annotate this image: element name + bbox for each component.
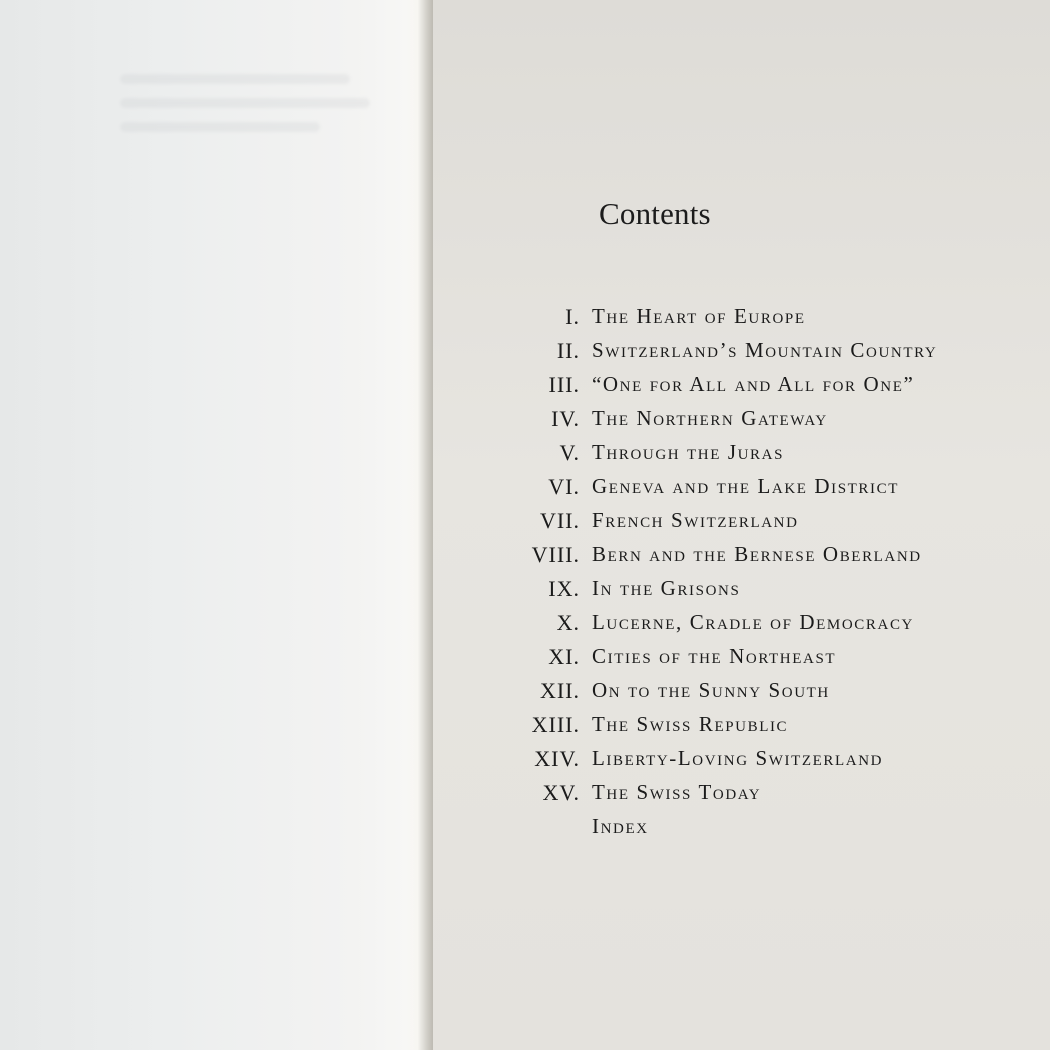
chapter-number: VIII. [531,542,580,567]
chapter-title: The Swiss Today [592,780,762,804]
toc-entry [0,436,1050,468]
toc-entry [0,368,1050,400]
chapter-title: In the Grisons [592,576,741,600]
chapter-title: French Switzerland [592,508,799,532]
toc-entry [0,572,1050,604]
toc-entry [0,470,1050,502]
chapter-number: VII. [539,508,580,533]
chapter-number: III. [548,372,580,397]
chapter-number: II. [556,338,580,363]
toc-entry [0,640,1050,672]
toc-entry [0,402,1050,434]
chapter-title: Cities of the Northeast [592,644,837,668]
toc-entry [0,776,1050,808]
chapter-number: XIV. [534,746,580,771]
chapter-number: X. [556,610,580,635]
chapter-number: XI. [548,644,580,669]
page-title: Contents [599,196,711,231]
chapter-title: The Heart of Europe [592,304,806,328]
chapter-title: Geneva and the Lake District [592,474,899,498]
toc-entry [0,504,1050,536]
chapter-number: IV. [551,406,580,431]
chapter-title: Through the Juras [592,440,785,464]
toc-entry [0,334,1050,366]
chapter-number: IX. [548,576,580,601]
toc-entry [0,538,1050,570]
chapter-number: I. [565,304,580,329]
chapter-number: XII. [539,678,580,703]
toc-entry [0,742,1050,774]
show-through-text [120,60,380,200]
chapter-number: XIII. [531,712,580,737]
chapter-title: The Northern Gateway [592,406,828,430]
toc-entry [0,606,1050,638]
chapter-number: VI. [548,474,580,499]
chapter-title: “One for All and All for One” [592,372,915,396]
toc-entry [0,300,1050,332]
toc-entry [0,674,1050,706]
chapter-title: The Swiss Republic [592,712,789,736]
chapter-number: V. [559,440,580,465]
chapter-title: Liberty-Loving Switzerland [592,746,884,770]
chapter-title: On to the Sunny South [592,678,830,702]
chapter-title: Bern and the Bernese Oberland [592,542,922,566]
chapter-title: Switzerland’s Mountain Country [592,338,938,362]
chapter-number: XV. [542,780,580,805]
index-label: Index [592,814,649,838]
toc-entry [0,708,1050,740]
toc-entry-index [0,810,1050,842]
chapter-title: Lucerne, Cradle of Democracy [592,610,914,634]
